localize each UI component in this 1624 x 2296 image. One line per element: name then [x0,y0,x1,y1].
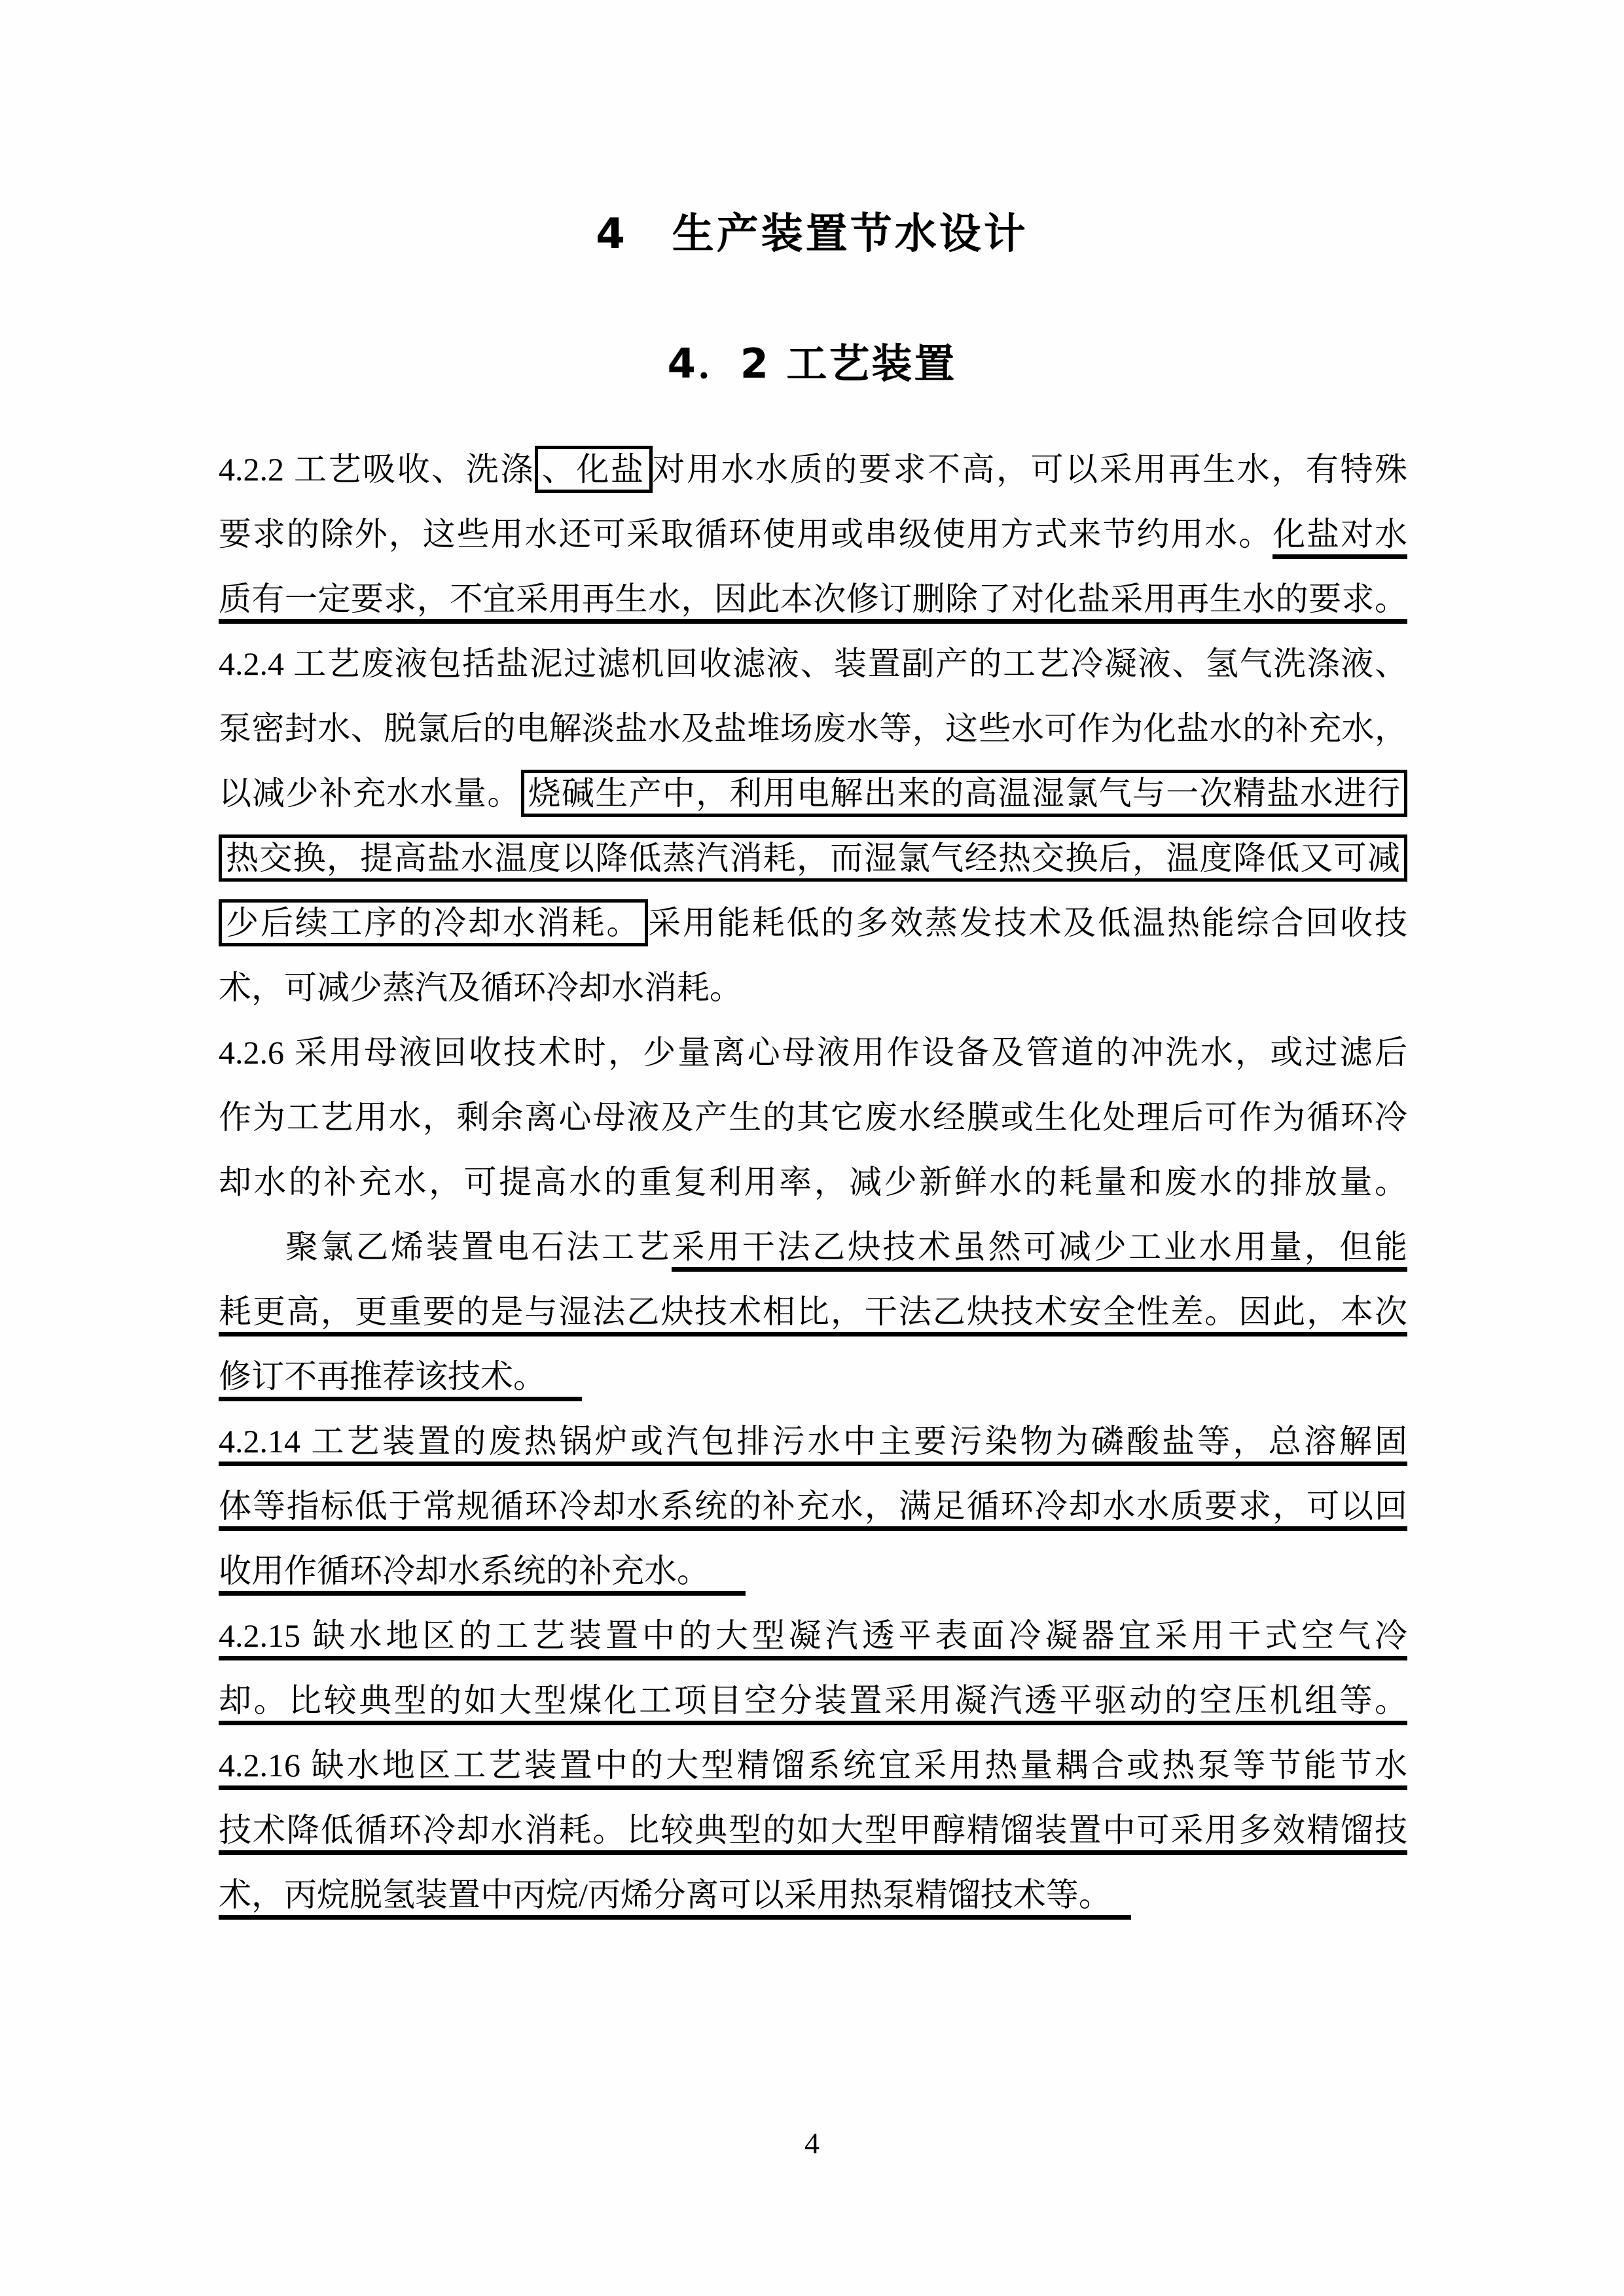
underlined-text: 术，丙烷脱氢装置中丙烷/丙烯分离可以采用热泵精馏技术等。 [219,1876,1131,1920]
text-line [219,567,1407,632]
page-number: 4 [804,2126,820,2160]
text-line [219,1280,1407,1344]
text-line [219,502,1407,567]
text-segment: 采用能耗低的多效蒸发技术及低温热能综合回收技 [648,905,1408,941]
text-segment: 要求的除外，这些用水还可采取循环使用或串级使用方式来节约用水。 [219,516,1273,552]
underlined-text: 修订不再推荐该技术。 [219,1358,582,1401]
text-segment: 对用水水质的要求不高，可以采用再生水，有特殊 [652,451,1407,488]
text-line [219,761,1407,826]
text-line [219,891,1407,956]
boxed-text: 烧碱生产中，利用电解出来的高温湿氯气与一次精盐水进行 [521,770,1407,817]
text-line [219,1604,1407,1668]
text-line [219,1215,1407,1280]
text-segment: 以减少补充水水量。 [219,775,521,812]
underlined-text: 采用干法乙炔技术虽然可减少工业水用量，但能 [672,1229,1407,1272]
text-segment: 术，可减少蒸汽及循环冷却水消耗。 [219,969,742,1006]
underlined-text: 技术降低循环冷却水消耗。比较典型的如大型甲醇精馏装置中可采用多效精馏技 [219,1812,1407,1855]
text-segment: 4.2.4 工艺废液包括盐泥过滤机回收滤液、装置副产的工艺冷凝液、氢气洗涤液、 [219,645,1407,682]
boxed-text: 、化盐 [535,446,653,493]
text-segment: 4.2.6 采用母液回收技术时，少量离心母液用作设备及管道的冲洗水，或过滤后 [219,1034,1407,1071]
text-line [219,1150,1407,1215]
text-segment: 作为工艺用水，剩余离心母液及产生的其它废水经膜或生化处理后可作为循环冷 [219,1099,1407,1136]
page-title: 4 生产装置节水设计 [596,210,1028,259]
underlined-text: 质有一定要求，不宜采用再生水，因此本次修订删除了对化盐采用再生水的要求。 [219,581,1407,624]
text-line [219,1798,1407,1863]
boxed-text: 少后续工序的冷却水消耗。 [219,899,648,946]
boxed-text: 热交换，提高盐水温度以降低蒸汽消耗，而湿氯气经热交换后，温度降低又可减 [219,834,1407,882]
text-line [219,1409,1407,1474]
text-line [219,1733,1407,1798]
underlined-text: 却。比较典型的如大型煤化工项目空分装置采用凝汽透平驱动的空压机组等。 [219,1682,1407,1725]
text-line [219,826,1407,891]
text-line [219,1020,1407,1085]
text-line [219,956,1407,1020]
text-line [219,1474,1407,1539]
underlined-text: 耗更高，更重要的是与湿法乙炔技术相比，干法乙炔技术安全性差。因此，本次 [219,1293,1407,1336]
text-line [219,1085,1407,1150]
text-segment: 泵密封水、脱氯后的电解淡盐水及盐堆场废水等，这些水可作为化盐水的补充水， [219,710,1407,747]
text-line [219,1668,1407,1733]
underlined-text: 4.2.16 缺水地区工艺装置中的大型精馏系统宜采用热量耦合或热泵等节能节水 [219,1747,1407,1790]
text-line [219,1539,1407,1604]
text-segment: 4.2.2 工艺吸收、洗涤 [219,451,535,488]
text-line [219,437,1407,502]
text-line [219,1863,1407,1928]
underlined-text: 化盐对水 [1272,516,1407,559]
text-line [219,1344,1407,1409]
text-line [219,696,1407,761]
section-heading: 4．2 工艺装置 [667,340,957,387]
underlined-text: 4.2.15 缺水地区的工艺装置中的大型凝汽透平表面冷凝器宜采用干式空气冷 [219,1617,1407,1660]
document-body [219,437,1407,1928]
underlined-text: 收用作循环冷却水系统的补充水。 [219,1552,746,1596]
underlined-text: 4.2.14 工艺装置的废热锅炉或汽包排污水中主要污染物为磷酸盐等，总溶解固 [219,1423,1407,1466]
underlined-text: 体等指标低于常规循环冷却水系统的补充水，满足循环冷却水水质要求，可以回 [219,1488,1407,1531]
text-line [219,632,1407,696]
text-segment: 聚氯乙烯装置电石法工艺 [285,1229,672,1265]
text-segment: 却水的补充水，可提高水的重复利用率，减少新鲜水的耗量和废水的排放量。 [219,1164,1407,1200]
